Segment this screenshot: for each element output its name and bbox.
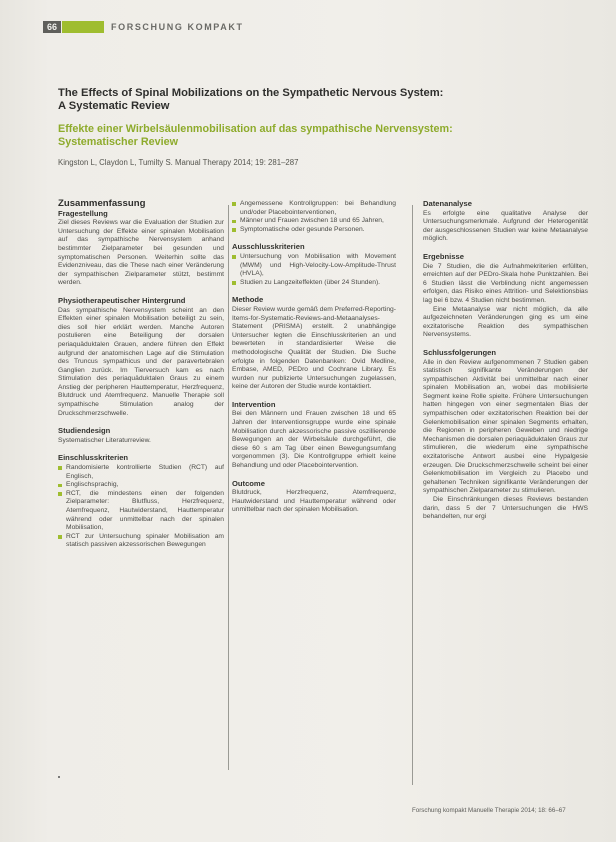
text-fragestellung: Ziel dieses Reviews war die Evaluation der Studien zur Untersuchung der Effekte einer spinalen Mobilisation auf das sympathische Nervensystem anhand bestimmter Zielparameter bei gesunden und symptomatischen Personen. Weiterhin sollte das Evidenzniveau, das die These nach einer Veränderung der sympathischen Zielparameter stützt, bestimmt werden.: [58, 219, 224, 287]
list-einschlusskriterien-continued: [232, 200, 396, 234]
bullet-square-icon: [58, 466, 62, 470]
title-en-line-1: The Effects of Spinal Mobilizations on the Sympathetic Nervous System:: [58, 87, 444, 99]
heading-outcome: Outcome: [232, 478, 265, 488]
text-outcome: Blutdruck, Herzfrequenz, Atemfrequenz, Hautwiderstand und Hauttemperatur während oder unmittelbar nach der spinalen Mobilisation.: [232, 489, 396, 514]
list-item: [232, 279, 396, 288]
article-title-english: [58, 87, 478, 113]
heading-schlussfolgerungen: Schlussfolgerungen: [423, 347, 496, 357]
list-einschlusskriterien: [58, 464, 224, 550]
heading-ergebnisse: Ergebnisse: [423, 251, 464, 261]
column-divider: [412, 205, 413, 785]
text-schlussfolgerungen: Alle in den Review aufgenommenen 7 Studien gaben statistisch signifikante Veränderungen der sympathischen Aktivität bei unmittelbar nach einer spinalen Mobilisation an, wobei das mobilisierte Segment keine Rolle spielte. Frühere Untersuchungen hatten hingegen von einer segmentalen Bias der sympathischen oder exzitatorischen Reaktion bei der Gelenkmobilisation einer spinalen Segments erhalten, die Regionen in peripheren Geweben und niedrige Mechanismen die dorsalen periaquäduktalen Graus zur stimulieren, die wiederum eine sympathische exzitatorische Antwort ausbei eine Hypalgesie erzeugen. Die Druckschmerzschwelle scheint bei einer Gelenkmobilisation im Vergleich zu Placebo und gehaltenen Techniken signifikante Veränderungen der sympathischen Zielparameter zu stimulieren.: [423, 358, 588, 495]
heading-methode: Methode: [232, 295, 264, 305]
list-item-text: Angemessene Kontrollgruppen: bei Behandlung und/oder Placebointerventionen,: [240, 200, 396, 216]
text-ergebnisse: Die 7 Studien, die die Aufnahmekriterien erfüllten, erreichten auf der PEDro-Skala hohe Punktzahlen. Bei 6 Studien lässt die Verblindung nicht angemessen erfolgen, das Risiko eines Attrition- und Selektionsbias lag bei 6 bzw. 4 Studien nicht bestimmen.: [423, 262, 588, 304]
bullet-square-icon: [232, 228, 236, 232]
list-item-text: Symptomatische oder gesunde Personen.: [240, 225, 365, 233]
page-header: [43, 20, 244, 33]
list-item-text: RCT zur Untersuchung spinaler Mobilisation am statisch passiven akzessorischen Bewegungen: [66, 532, 224, 549]
decorative-dot: [58, 776, 60, 778]
list-item-text: Randomisierte kontrollierte Studien (RCT) auf Englisch,: [66, 464, 224, 480]
list-item: [232, 226, 396, 235]
list-item: [58, 464, 224, 481]
page-number: 66: [43, 21, 61, 33]
text-ergebnisse-2: Eine Metaanalyse war nicht möglich, da alle aufgezeichneten Veränderungen ging es um eine exzitatorische Reaktion des sympathischen Nervensystems.: [423, 305, 588, 339]
bullet-square-icon: [58, 492, 62, 496]
list-item: [58, 533, 224, 550]
text-hintergrund: Das sympathische Nervensystem scheint an den Effekten einer spinalen Mobilisation beteiligt zu sein, dies soll hier erklärt werden. Manche Autoren postulieren eine Beteiligung der dorsalen periaquäduktalen Grauen, andere führen den Effekt aufgrund der anatomischen Lage auf die Stimulation des Truncus sympathicus und der paravertebralen Ganglien zurück. Im Tierversuch kam es nach Stimulation des periaquäduktalen Graus zu einem Anstieg der peripheren Hauttemperatur, Herzfrequenz, Blutdruck und Atemfrequenz. Manuelle Therapie soll sympathische Stimulation analog der Druckschmerzschwelle.: [58, 306, 224, 417]
list-item: [232, 217, 396, 226]
page-footer: Forschung kompakt Manuelle Therapie 2014; 18: 66–67: [412, 807, 566, 814]
list-item: [232, 253, 396, 279]
heading-ausschlusskriterien: Ausschlusskriterien: [232, 242, 305, 252]
section-label: FORSCHUNG KOMPAKT: [111, 21, 244, 32]
text-datenanalyse: Es erfolgte eine qualitative Analyse der Untersuchungsmerkmale. Aufgrund der Heterogenität der ausgeschlossenen Studien war keine Metaanalyse möglich.: [423, 209, 588, 243]
column-1: [58, 200, 224, 550]
bullet-square-icon: [232, 220, 236, 224]
title-de-line-2: Systematischer Review: [58, 136, 179, 149]
heading-einschlusskriterien: Einschlusskriterien: [58, 453, 129, 463]
heading-studiendesign: Studiendesign: [58, 426, 111, 436]
heading-fragestellung: Fragestellung: [58, 208, 108, 218]
summary-heading: Zusammenfassung: [58, 198, 146, 209]
list-item-text: Englischsprachig,: [66, 481, 119, 489]
article-title-german: [58, 123, 498, 150]
heading-hintergrund: Physiotherapeutischer Hintergrund: [58, 295, 186, 305]
text-methode: Dieser Review wurde gemäß dem Preferred-Reporting-Items-for-Systematic-Reviews-and-Metaanalyses-Statement (PRISMA) erstellt. 2 unabhängige Untersucher legten die Einschlusskriterien an und bewerteten in standardisierter Weise die methodologische Qualität der Studien. Die Suche erfolgte in folgenden Datenbanken: Ovid Medline, Embase, AMED, PEDro und Cochrane Library. Es wurden nur publizierte Untersuchungen zugelassen, keine der Autoren der Studie wurde kontaktiert.: [232, 305, 396, 391]
bullet-square-icon: [232, 281, 236, 285]
citation: Kingston L, Claydon L, Tumilty S. Manual Therapy 2014; 19: 281–287: [58, 158, 299, 167]
title-de-line-1: Effekte einer Wirbelsäulenmobilisation auf das sympathische Nervensystem:: [58, 123, 453, 135]
list-item: [58, 490, 224, 533]
list-ausschlusskriterien: [232, 253, 396, 287]
list-item-text: Männer und Frauen zwischen 18 und 65 Jahren,: [240, 217, 384, 225]
column-3: [423, 200, 588, 522]
text-schlussfolgerungen-2: Die Einschränkungen dieses Reviews bestanden darin, dass 5 der 7 Untersuchungen die HWS behandelten, nur ergi: [423, 496, 588, 521]
text-studiendesign: Systematischer Literaturreview.: [58, 436, 151, 444]
list-item-text: Studien zu Langzeiteffekten (über 24 Stunden).: [240, 278, 381, 286]
column-2: [232, 200, 396, 515]
bullet-square-icon: [232, 255, 236, 259]
list-item: [232, 200, 396, 217]
bullet-square-icon: [232, 202, 236, 206]
text-intervention: Bei den Männern und Frauen zwischen 18 und 65 Jahren der Interventionsgruppe wurde eine spinale Mobilisation durch akzessorische passive oszillierende Bewegungen an der Wirbelsäule durchgeführt, die diese 60 s am Tag über einen Bewegungsumfang vorgenommen (3). Die Kontrollgruppe erhielt keine Behandlung und oder Placebointervention.: [232, 410, 396, 470]
bullet-square-icon: [58, 484, 62, 488]
heading-datenanalyse: Datenanalyse: [423, 199, 472, 208]
list-item-text: RCT, die mindestens einen der folgenden Zielparameter: Blutfluss, Herzfrequenz, Atemfrequenz, Hautwiderstand, Hauttemperatur während oder unmittelbar nach der spinalen Mobilisation,: [66, 489, 224, 532]
list-item: [58, 481, 224, 490]
title-en-line-2: A Systematic Review: [58, 100, 170, 113]
list-item-text: Untersuchung von Mobilisation with Movement (MWM) und High-Velocity-Low-Amplitude-Thrust (HVLA),: [240, 252, 396, 278]
column-divider: [228, 205, 229, 770]
header-accent-bar: [62, 21, 104, 33]
bullet-square-icon: [58, 535, 62, 539]
heading-intervention: Intervention: [232, 399, 276, 409]
